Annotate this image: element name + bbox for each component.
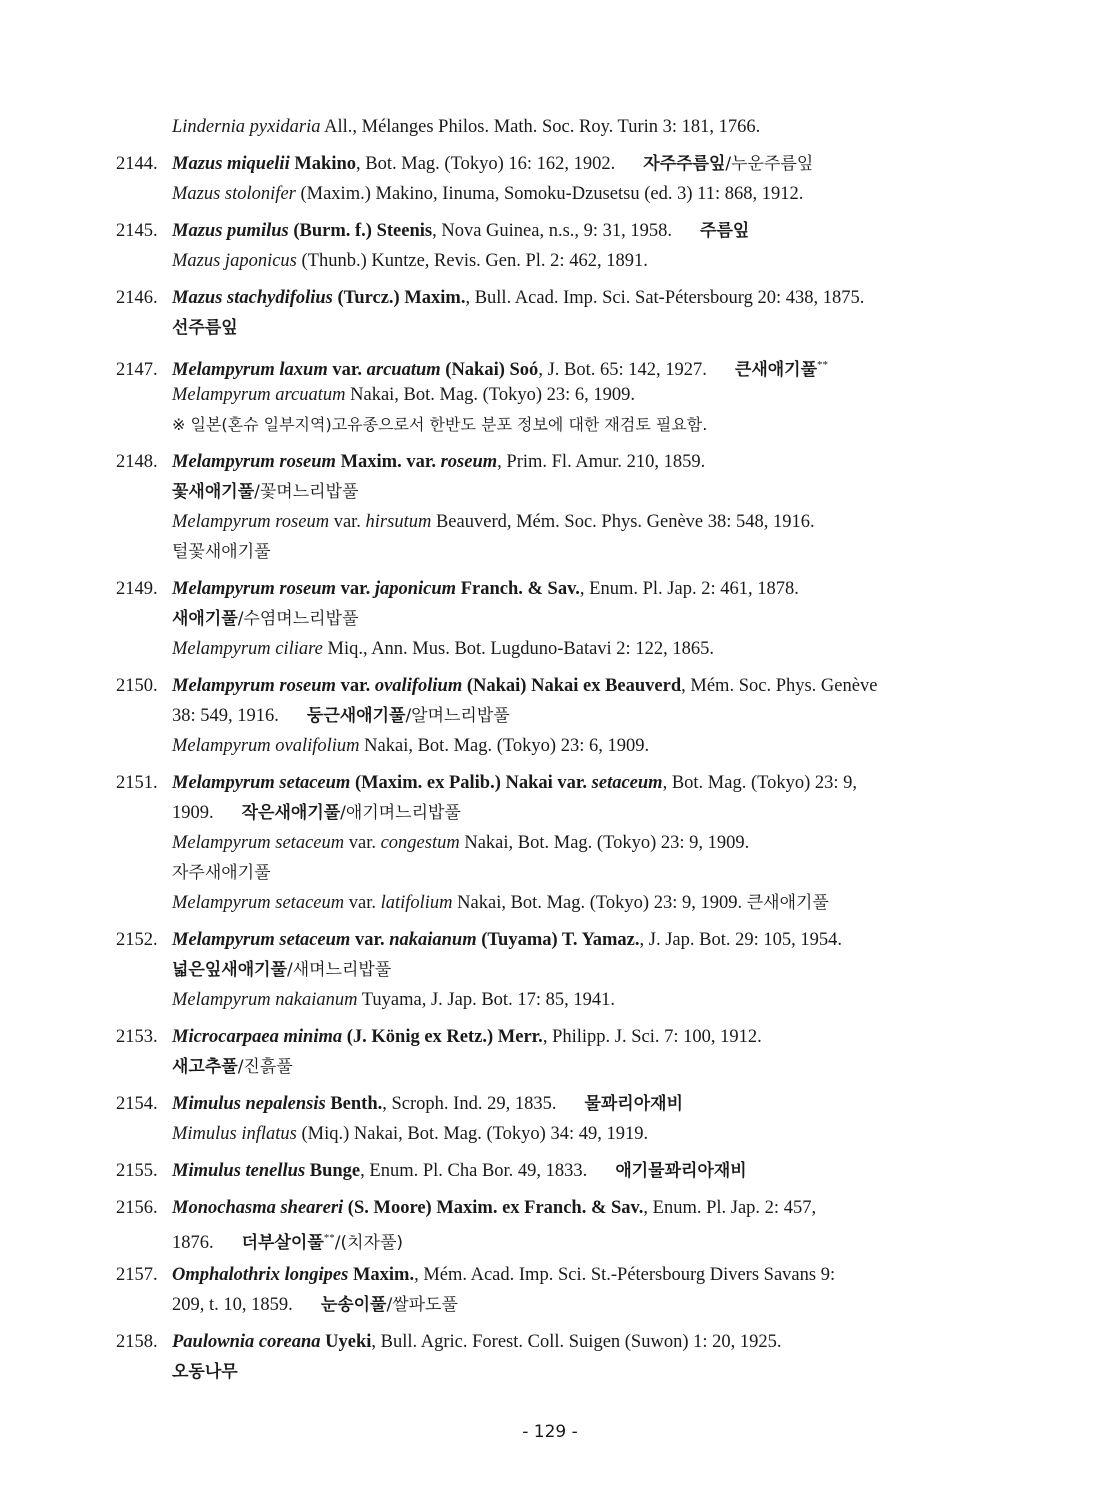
citation-text: 209, t. 10, 1859.: [172, 1295, 293, 1315]
accepted-taxon-name: Omphalothrix longipes: [172, 1265, 349, 1285]
citation-text: , Bull. Agric. Forest. Coll. Suigen (Suwon) 1: 20, 1925.: [371, 1332, 782, 1352]
korean-synonym: 털꽃새애기풀: [172, 542, 271, 562]
entry-line: [116, 313, 986, 343]
entry-line: [116, 447, 986, 477]
entry-number: 2144.: [116, 154, 158, 174]
korean-name: 큰새애기풀: [734, 360, 818, 380]
entry-line: [116, 537, 986, 567]
entry-line: [116, 768, 986, 798]
taxon-name: Melampyrum setaceum: [172, 833, 345, 853]
entry-number: 2150.: [116, 676, 158, 696]
citation-text: Beauverd, Mém. Soc. Phys. Genève 38: 548, 1916.: [431, 512, 815, 532]
citation-text: 38: 549, 1916.: [172, 706, 279, 726]
entry-line: [116, 858, 986, 888]
korean-name: 물꽈리아재비: [584, 1094, 683, 1114]
korean-synonym: /꽃며느리밥풀: [254, 482, 359, 502]
species-list: [116, 112, 986, 1387]
entry-number: 2152.: [116, 930, 158, 950]
entry-number: 2156.: [116, 1198, 158, 1218]
korean-synonym: /쌀파도풀: [386, 1295, 458, 1315]
korean-synonym: 큰새애기풀: [746, 893, 829, 913]
author-name: Maxim. var.: [335, 452, 441, 472]
superscript-mark: **: [817, 359, 829, 371]
entry-line: [116, 1089, 986, 1119]
taxon-name: Mazus japonicus: [172, 251, 297, 271]
species-entry: [116, 283, 986, 343]
taxon-name: Lindernia pyxidaria: [172, 117, 321, 137]
entry-line: [116, 604, 986, 634]
entry-line: [116, 925, 986, 955]
entry-line: [116, 1156, 986, 1186]
entry-number: 2148.: [116, 452, 158, 472]
author-name: Uyeki: [320, 1332, 372, 1352]
citation-text: , Bull. Acad. Imp. Sci. Sat-Pétersbourg 20: 438, 1875.: [465, 288, 865, 308]
citation-text: Miq., Ann. Mus. Bot. Lugduno-Batavi 2: 122, 1865.: [322, 639, 714, 659]
species-entry: [116, 149, 986, 209]
entry-line: [116, 955, 986, 985]
citation-text: , Enum. Pl. Jap. 2: 457,: [643, 1198, 817, 1218]
korean-synonym: /누운주름잎: [725, 154, 814, 174]
species-entry: [116, 1327, 986, 1387]
entry-line: [116, 1119, 986, 1149]
entry-number: 2146.: [116, 288, 158, 308]
entry-line: [116, 634, 986, 664]
entry-line: [116, 246, 986, 276]
citation-text: Nakai, Bot. Mag. (Tokyo) 23: 9, 1909.: [459, 833, 750, 853]
accepted-taxon-name: Mimulus nepalensis: [172, 1094, 326, 1114]
entry-line: [116, 410, 986, 440]
entry-line: [116, 1022, 986, 1052]
author-name: (Nakai) Nakai ex Beauverd: [462, 676, 682, 696]
citation-text: (Maxim.) Makino, Iinuma, Somoku-Dzusetsu (ed. 3) 11: 868, 1912.: [295, 184, 804, 204]
korean-name: 눈송이풀: [320, 1295, 387, 1315]
entry-number: 2154.: [116, 1094, 158, 1114]
citation-text: , Prim. Fl. Amur. 210, 1859.: [497, 452, 706, 472]
entry-number: 2147.: [116, 360, 158, 380]
korean-name: 꽃새애기풀: [172, 482, 255, 502]
entry-line: [116, 798, 986, 828]
accepted-taxon-name: Melampyrum roseum: [172, 676, 336, 696]
taxon-name: Melampyrum ciliare: [172, 639, 323, 659]
citation-text: Tuyama, J. Jap. Bot. 17: 85, 1941.: [357, 990, 615, 1010]
entry-line: [116, 179, 986, 209]
korean-name: 주름잎: [700, 221, 750, 241]
entry-number: 2149.: [116, 579, 158, 599]
citation-text: var.: [344, 833, 381, 853]
species-entry: [116, 574, 986, 664]
accepted-taxon-name: arcuatum: [366, 360, 441, 380]
author-name: Makino: [289, 154, 357, 174]
species-entry: [116, 1260, 986, 1320]
entry-line: [116, 507, 986, 537]
page-number: - 129 -: [522, 1422, 578, 1442]
accepted-taxon-name: japonicum: [374, 579, 457, 599]
citation-text: , Mém. Acad. Imp. Sci. St.-Pétersbourg Divers Savans 9:: [414, 1265, 836, 1285]
entry-line: [116, 112, 986, 142]
citation-text: , Enum. Pl. Cha Bor. 49, 1833.: [360, 1161, 588, 1181]
accepted-taxon-name: Microcarpaea minima: [172, 1027, 343, 1047]
citation-text: , Bot. Mag. (Tokyo) 16: 162, 1902.: [356, 154, 616, 174]
citation-text: Nakai, Bot. Mag. (Tokyo) 23: 6, 1909.: [359, 736, 650, 756]
accepted-taxon-name: Monochasma sheareri: [172, 1198, 344, 1218]
accepted-taxon-name: setaceum: [591, 773, 663, 793]
citation-text: var.: [329, 512, 366, 532]
author-name: (S. Moore) Maxim. ex Franch. & Sav.: [343, 1198, 644, 1218]
accepted-taxon-name: ovalifolium: [374, 676, 463, 696]
citation-text: , Nova Guinea, n.s., 9: 31, 1958.: [432, 221, 673, 241]
korean-name: 더부살이풀: [241, 1233, 324, 1253]
korean-synonym: /새며느리밥풀: [286, 960, 392, 980]
korean-synonym: /(치자풀): [334, 1233, 404, 1253]
author-name: (Turcz.) Maxim.: [332, 288, 466, 308]
species-entry: [116, 112, 986, 142]
entry-line: [116, 1193, 986, 1223]
korean-name: 애기물꽈리아재비: [615, 1161, 747, 1181]
citation-text: , Mém. Soc. Phys. Genève: [681, 676, 878, 696]
entry-line: [116, 350, 986, 380]
taxon-name: hirsutum: [365, 512, 432, 532]
citation-text: (Thunb.) Kuntze, Revis. Gen. Pl. 2: 462, 1891.: [296, 251, 648, 271]
author-name: (Nakai) Soó: [440, 360, 539, 380]
citation-text: Nakai, Bot. Mag. (Tokyo) 23: 9, 1909.: [452, 893, 747, 913]
citation-text: , Bot. Mag. (Tokyo) 23: 9,: [662, 773, 858, 793]
species-entry: [116, 925, 986, 1015]
entry-number: 2145.: [116, 221, 158, 241]
accepted-taxon-name: Paulownia coreana: [172, 1332, 321, 1352]
author-name: (Maxim. ex Palib.) Nakai var.: [350, 773, 592, 793]
author-name: Bunge: [305, 1161, 361, 1181]
taxon-name: Melampyrum ovalifolium: [172, 736, 360, 756]
author-name: var.: [327, 360, 367, 380]
korean-name: 넓은잎새애기풀: [172, 960, 287, 980]
species-entry: [116, 1193, 986, 1253]
taxon-name: Melampyrum nakaianum: [172, 990, 358, 1010]
entry-number: 2158.: [116, 1332, 158, 1352]
entry-line: [116, 149, 986, 179]
citation-text: , J. Jap. Bot. 29: 105, 1954.: [639, 930, 843, 950]
entry-line: [116, 701, 986, 731]
author-name: (Tuyama) T. Yamaz.: [476, 930, 640, 950]
author-name: var.: [335, 676, 375, 696]
citation-text: (Miq.) Nakai, Bot. Mag. (Tokyo) 34: 49, 1919.: [296, 1124, 649, 1144]
accepted-taxon-name: Mazus pumilus: [172, 221, 289, 241]
taxon-name: congestum: [380, 833, 460, 853]
author-name: var.: [335, 579, 375, 599]
entry-line: [116, 731, 986, 761]
entry-line: [116, 574, 986, 604]
species-entry: [116, 1156, 986, 1186]
citation-text: , Philipp. J. Sci. 7: 100, 1912.: [542, 1027, 762, 1047]
citation-text: var.: [344, 893, 381, 913]
citation-text: , Enum. Pl. Jap. 2: 461, 1878.: [579, 579, 799, 599]
species-entry: [116, 216, 986, 276]
accepted-taxon-name: Mazus miquelii: [172, 154, 290, 174]
taxon-name: Melampyrum roseum: [172, 512, 330, 532]
entry-line: [116, 888, 986, 918]
taxon-name: Melampyrum arcuatum: [172, 385, 346, 405]
korean-synonym: /수염며느리밥풀: [237, 609, 359, 629]
entry-line: [116, 671, 986, 701]
entry-line: [116, 477, 986, 507]
korean-synonym: /진흙풀: [237, 1057, 293, 1077]
korean-name: 선주름잎: [172, 318, 238, 338]
citation-text: , Scroph. Ind. 29, 1835.: [382, 1094, 557, 1114]
korean-name: 오동나무: [172, 1362, 238, 1382]
entry-line: [116, 1327, 986, 1357]
entry-number: 2153.: [116, 1027, 158, 1047]
korean-name: 작은새애기풀: [241, 803, 341, 823]
author-name: (Burm. f.) Steenis: [288, 221, 433, 241]
citation-text: , J. Bot. 65: 142, 1927.: [538, 360, 707, 380]
entry-line: [116, 1290, 986, 1320]
species-entry: [116, 671, 986, 761]
species-entry: [116, 1022, 986, 1082]
citation-text: All., Mélanges Philos. Math. Soc. Roy. Turin 3: 181, 1766.: [320, 117, 761, 137]
entry-line: [116, 283, 986, 313]
citation-text: 1876.: [172, 1233, 214, 1253]
author-name: Benth.: [325, 1094, 383, 1114]
author-name: Franch. & Sav.: [456, 579, 580, 599]
entry-number: 2157.: [116, 1265, 158, 1285]
accepted-taxon-name: Melampyrum setaceum: [172, 773, 351, 793]
korean-synonym: 자주새애기풀: [172, 863, 271, 883]
species-entry: [116, 1089, 986, 1149]
accepted-taxon-name: Mimulus tenellus: [172, 1161, 306, 1181]
citation-text: Nakai, Bot. Mag. (Tokyo) 23: 6, 1909.: [345, 385, 636, 405]
taxon-name: Mimulus inflatus: [172, 1124, 297, 1144]
entry-line: [116, 828, 986, 858]
superscript-mark: **: [323, 1232, 335, 1244]
entry-number: 2151.: [116, 773, 158, 793]
taxon-name: Melampyrum setaceum: [172, 893, 345, 913]
accepted-taxon-name: Melampyrum setaceum: [172, 930, 351, 950]
accepted-taxon-name: Mazus stachydifolius: [172, 288, 333, 308]
species-entry: [116, 768, 986, 918]
entry-line: [116, 1260, 986, 1290]
author-name: var.: [350, 930, 390, 950]
accepted-taxon-name: roseum: [440, 452, 498, 472]
korean-name: 새애기풀: [172, 609, 238, 629]
species-entry: [116, 350, 986, 440]
entry-line: [116, 1357, 986, 1387]
accepted-taxon-name: nakaianum: [389, 930, 477, 950]
entry-line: [116, 985, 986, 1015]
entry-line: [116, 216, 986, 246]
korean-name: 새고추풀: [172, 1057, 238, 1077]
remark-note: ※ 일본(혼슈 일부지역)고유종으로서 한반도 분포 정보에 대한 재검토 필요함.: [172, 415, 708, 434]
korean-name: 자주주름잎: [643, 154, 726, 174]
species-entry: [116, 447, 986, 567]
taxon-name: Mazus stolonifer: [172, 184, 296, 204]
accepted-taxon-name: Melampyrum laxum: [172, 360, 328, 380]
entry-number: 2155.: [116, 1161, 158, 1181]
author-name: (J. König ex Retz.) Merr.: [342, 1027, 543, 1047]
entry-line: [116, 1223, 986, 1253]
accepted-taxon-name: Melampyrum roseum: [172, 452, 336, 472]
entry-line: [116, 1052, 986, 1082]
korean-name: 둥근새애기풀: [306, 706, 406, 726]
citation-text: 1909.: [172, 803, 214, 823]
author-name: Maxim.: [348, 1265, 415, 1285]
entry-line: [116, 380, 986, 410]
taxon-name: latifolium: [380, 893, 453, 913]
korean-synonym: /애기며느리밥풀: [340, 803, 461, 823]
accepted-taxon-name: Melampyrum roseum: [172, 579, 336, 599]
korean-synonym: /알며느리밥풀: [405, 706, 510, 726]
